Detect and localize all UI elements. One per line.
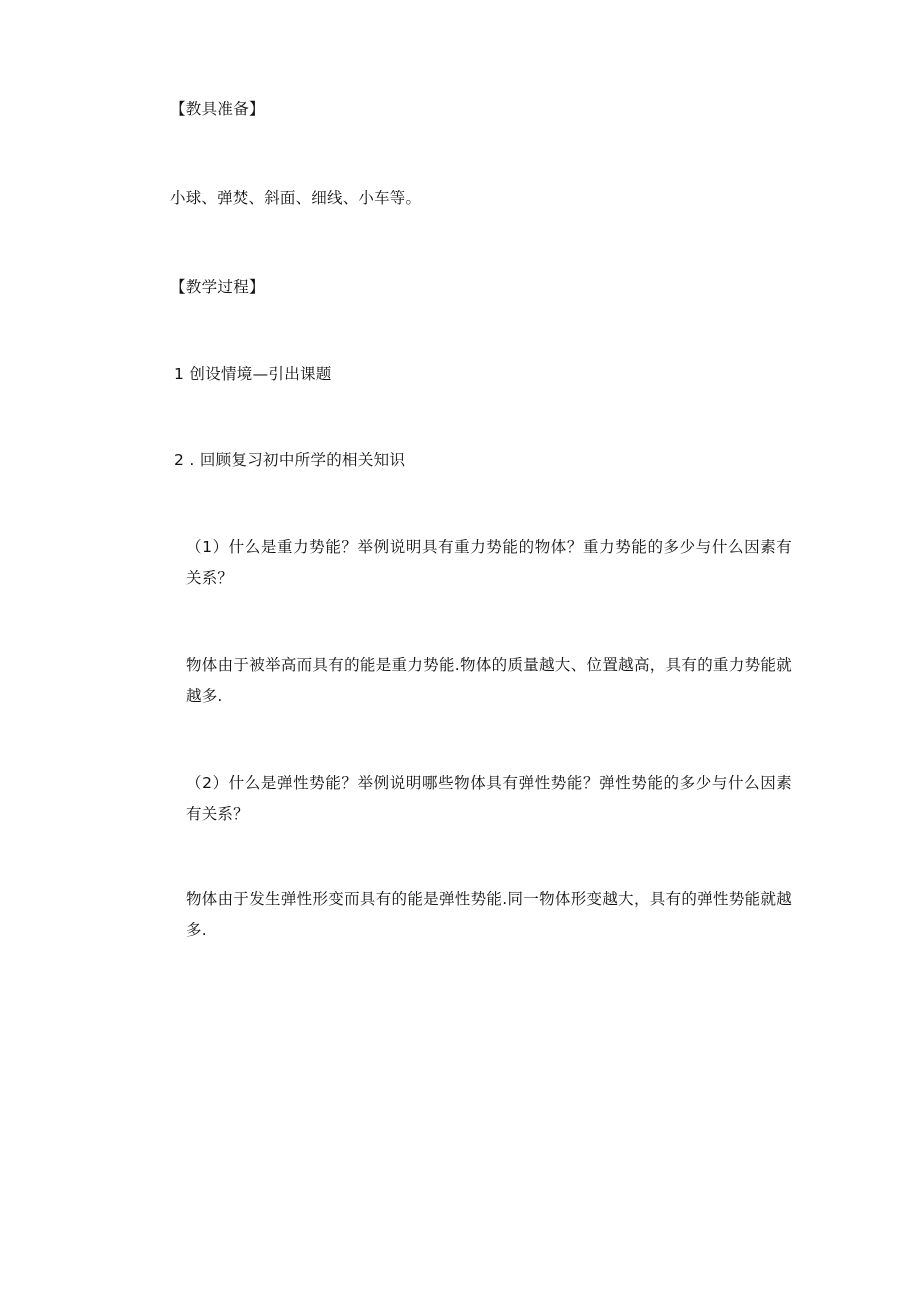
teaching-aids-heading: 【教具准备】: [170, 100, 265, 118]
teaching-step-2: 2 . 回顾复习初中所学的相关知识: [174, 450, 406, 469]
spacer: [128, 301, 792, 361]
spacer: [128, 212, 792, 274]
spacer: [128, 712, 792, 768]
spacer: [128, 389, 792, 447]
review-answer-2: 物体由于发生弹性形变而具有的能是弹性势能.同一物体形变越大，具有的弹性势能就越多.: [186, 889, 792, 939]
document-body: [128, 96, 792, 946]
spacer: [128, 594, 792, 650]
review-question-1: （1）什么是重力势能？举例说明具有重力势能的物体？重力势能的多少与什么因素有关系？: [186, 537, 792, 587]
spacer: [128, 830, 792, 884]
review-question-2: （2）什么是弹性势能？举例说明哪些物体具有弹性势能？弹性势能的多少与什么因素有关系？: [186, 773, 792, 823]
teaching-step-1: 1 创设情境—引出课题: [174, 365, 332, 384]
spacer: [128, 474, 792, 532]
teaching-process-heading: 【教学过程】: [170, 278, 265, 297]
teaching-aids-body: 小球、弹焚、斜面、细线、小车等。: [170, 189, 422, 208]
review-answer-1: 物体由于被举高而具有的能是重力势能.物体的质量越大、位置越高，具有的重力势能就越多.: [186, 655, 792, 705]
spacer: [128, 123, 792, 185]
